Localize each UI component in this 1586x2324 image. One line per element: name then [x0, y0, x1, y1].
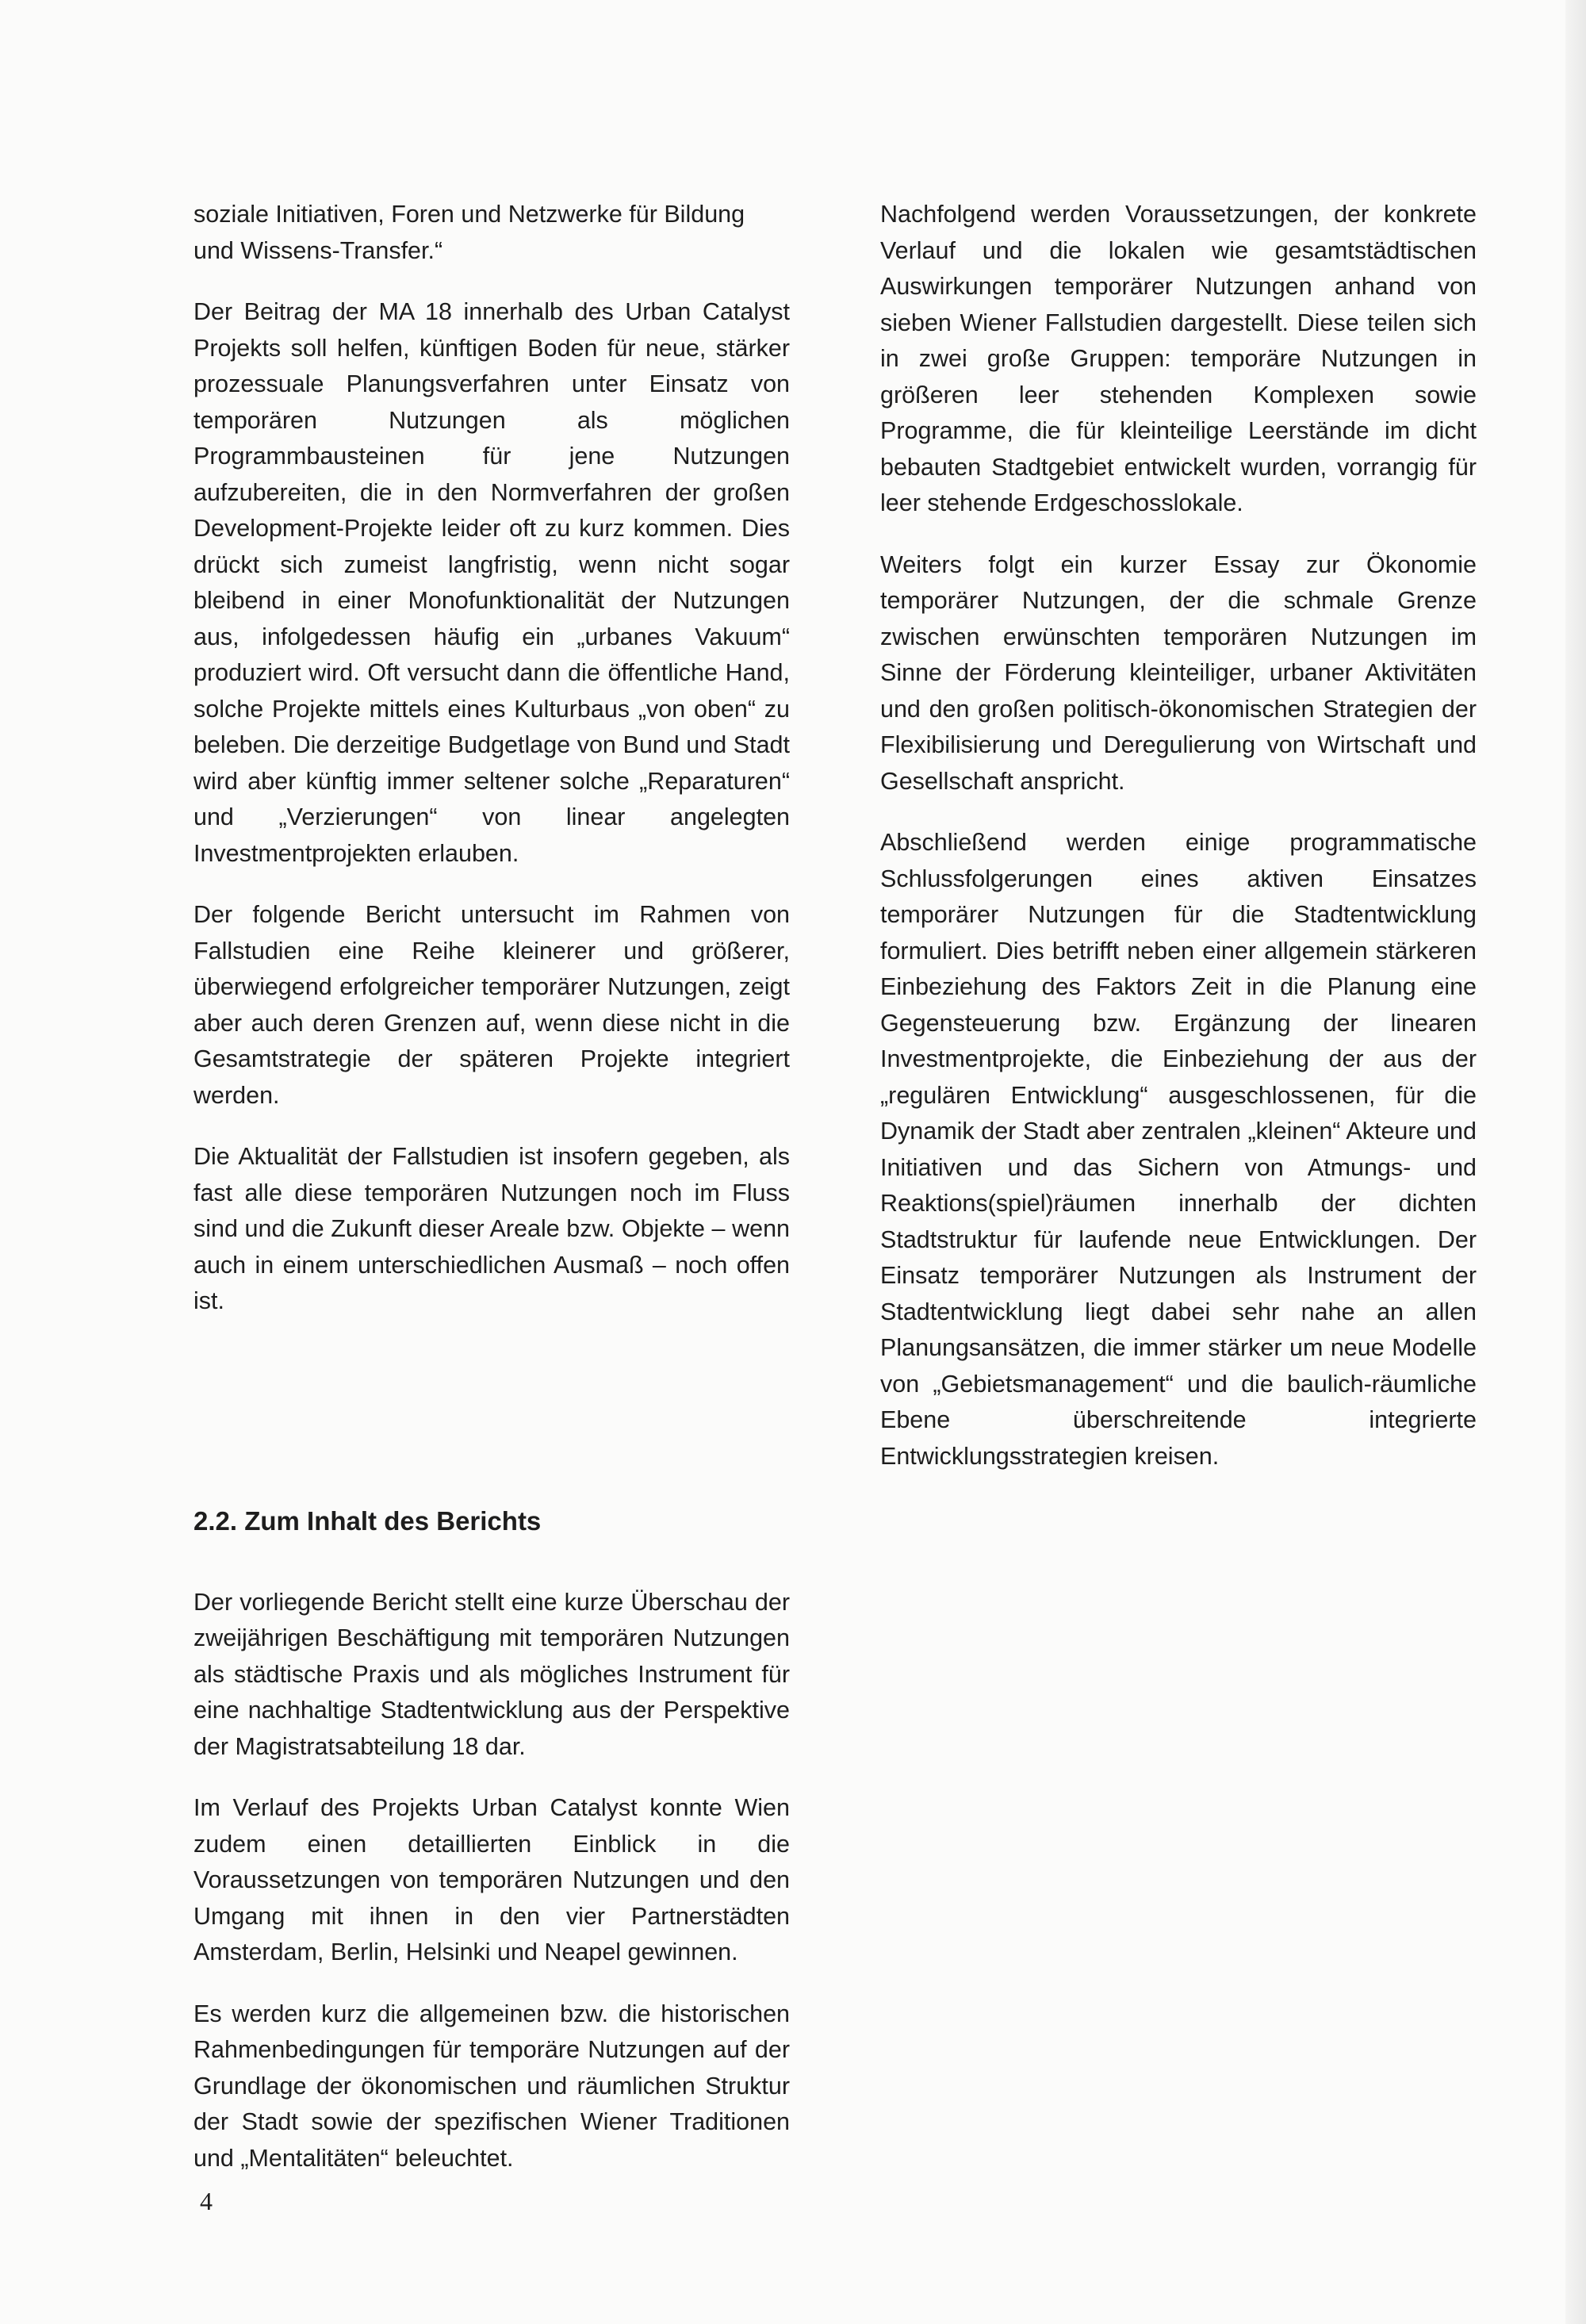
paragraph-report-overview: Der vorliegende Bericht stellt eine kurze Überschau der zweijährigen Beschäftigung mit temporären Nutzungen als städtische Praxis und als mögliches Instrument für eine nachhaltige Stadtentwicklung aus der Perspektive der Magistratsabteilung 18 dar. — [193, 1588, 790, 1760]
paragraph-intro-continuation: soziale Initiativen, Foren und Netzwerke für Bildung und Wissens-Transfer.“ — [193, 201, 745, 264]
page-number: 4 — [200, 2187, 213, 2215]
paragraph-partner-cities: Im Verlauf des Projekts Urban Catalyst konnte Wien zudem einen detaillierten Einblick in die Voraussetzungen von temporären Nutzungen und den Umgang mit ihnen in den vier Partnerstädten Amsterdam, Berlin, Helsinki und Neapel gewinnen. — [193, 1794, 790, 1965]
paragraph-conclusions: Abschließend werden einige programmatische Schlussfolgerungen eines aktiven Einsatzes temporärer Nutzungen für die Stadtentwicklung formuliert. Dies betrifft neben einer allgemein stärkeren Einbeziehung des Faktors Zeit in die Planung eine Gegensteuerung bzw. Ergänzung der linearen Investmentprojekte, die Einbeziehung der aus der „regulären Entwicklung“ ausgeschlossenen, für die Dynamik der Stadt aber zentralen „kleinen“ Akteure und Initiativen und das Sichern von Atmungs- und Reaktions(spiel)räumen innerhalb der dichten Stadtstruktur für laufende neue Entwicklungen. Der Einsatz temporärer Nutzungen als Instrument der Stadtentwicklung liegt dabei sehr nahe an allen Planungsansätzen, die immer stärker um neue Modelle von „Gebietsmanagement“ und die baulich-räumliche Ebene überschreitende integrierte Entwicklungsstrategien kreisen. — [880, 829, 1477, 1470]
paragraph-economics-essay: Weiters folgt ein kurzer Essay zur Ökonomie temporärer Nutzungen, der die schmale Grenze zwischen erwünschten temporären Nutzungen im Sinne der Förderung kleinteiliger, urbaner Aktivitäten und den großen politisch-ökonomischen Strategien der Flexibilisierung und Deregulierung von Wirtschaft und Gesellschaft anspricht. — [880, 550, 1477, 795]
paragraph-ma18-contribution: Der Beitrag der MA 18 innerhalb des Urban Catalyst Projekts soll helfen, künftigen Boden für neue, stärker prozessuale Planungsverfahren unter Einsatz von temporären Nutzungen als möglichen Programmbausteinen für jene Nutzungen aufzubereiten, die in den Normverfahren der großen Development-Projekte leider oft zu kurz kommen. Dies drückt sich zumeist langfristig, wenn nicht sogar bleibend in einer Monofunktionalität der Nutzungen aus, infolgedessen häufig ein „urbanes Vakuum“ produziert wird. Oft versucht dann die öffentliche Hand, solche Projekte mittels eines Kulturbaus „von oben“ zu beleben. Die derzeitige Budgetlage von Bund und Stadt wird aber künftig immer seltener solche „Reparaturen“ und „Verzierungen“ von linear angelegten Investmentprojekten erlauben. — [193, 298, 790, 867]
paragraph-case-study-relevance: Die Aktualität der Fallstudien ist insofern gegeben, als fast alle diese temporären Nutzungen noch im Fluss sind und die Zukunft dieser Areale bzw. Objekte – wenn auch in einem unterschiedlichen Ausmaß – noch offen ist. — [193, 1143, 790, 1314]
paragraph-framework-conditions: Es werden kurz die allgemeinen bzw. die historischen Rahmenbedingungen für temporäre Nutzungen auf der Grundlage der ökonomischen und räumlichen Struktur der Stadt sowie der spezifischen Wiener Traditionen und „Mentalitäten“ beleuchtet. — [193, 2000, 790, 2172]
right-text-column — [880, 197, 1477, 1500]
section-heading: 2.2. Zum Inhalt des Berichts — [193, 1505, 542, 1536]
page-edge-shadow — [1565, 0, 1586, 2324]
paragraph-case-studies: Nachfolgend werden Voraussetzungen, der konkrete Verlauf und die lokalen wie gesamtstädtischen Auswirkungen temporärer Nutzungen anhand von sieben Wiener Fallstudien dargestellt. Diese teilen sich in zwei große Gruppen: temporäre Nutzungen in größeren leer stehenden Komplexen sowie Programme, die für kleinteilige Leerstände im dicht bebauten Stadtgebiet entwickelt wurden, vorrangig für leer stehende Erdgeschosslokale. — [880, 201, 1477, 516]
left-text-column — [193, 197, 790, 2202]
paragraph-report-scope: Der folgende Bericht untersucht im Rahmen von Fallstudien eine Reihe kleinerer und größerer, überwiegend erfolgreicher temporärer Nutzungen, zeigt aber auch deren Grenzen auf, wenn diese nicht in die Gesamtstrategie der späteren Projekte integriert werden. — [193, 901, 790, 1109]
